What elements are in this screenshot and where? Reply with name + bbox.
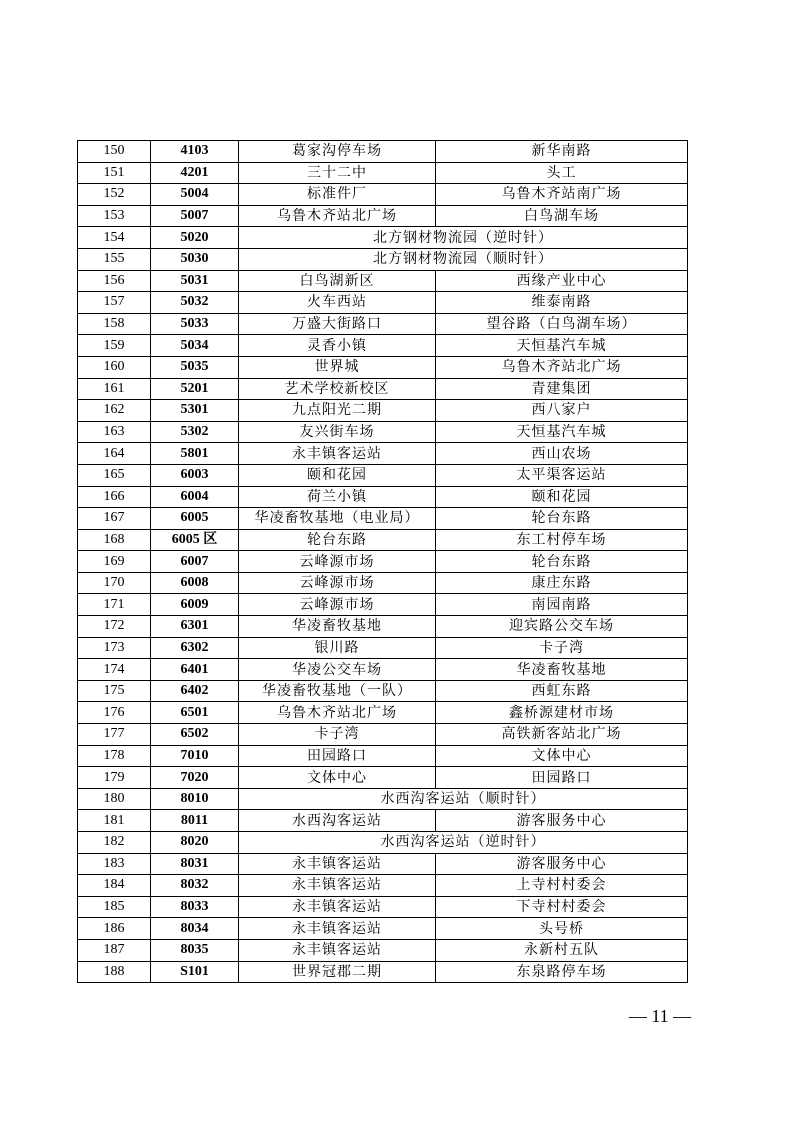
table-row xyxy=(78,918,688,940)
row-seq-number: 185 xyxy=(78,896,151,918)
route-number: 6005 xyxy=(151,508,239,530)
table-row xyxy=(78,961,688,983)
route-number: 5004 xyxy=(151,184,239,206)
route-number: 6502 xyxy=(151,724,239,746)
start-station: 华凌畜牧基地（电业局） xyxy=(239,508,436,530)
page-number: — 11 — xyxy=(628,1006,692,1026)
route-number: 6003 xyxy=(151,464,239,486)
route-number: 6004 xyxy=(151,486,239,508)
table-row xyxy=(78,313,688,335)
bus-route-table xyxy=(77,140,688,983)
start-station: 三十二中 xyxy=(239,162,436,184)
loop-route-station: 水西沟客运站（逆时针） xyxy=(239,832,688,854)
end-station: 西八家户 xyxy=(436,400,688,422)
route-number: 6008 xyxy=(151,572,239,594)
row-seq-number: 164 xyxy=(78,443,151,465)
table-row xyxy=(78,637,688,659)
table-row xyxy=(78,292,688,314)
route-number: 5031 xyxy=(151,270,239,292)
end-station: 乌鲁木齐站南广场 xyxy=(436,184,688,206)
row-seq-number: 172 xyxy=(78,616,151,638)
table-row xyxy=(78,724,688,746)
end-station: 康庄东路 xyxy=(436,572,688,594)
end-station: 轮台东路 xyxy=(436,551,688,573)
route-number: 4103 xyxy=(151,141,239,163)
row-seq-number: 182 xyxy=(78,832,151,854)
route-number: 5302 xyxy=(151,421,239,443)
start-station: 永丰镇客运站 xyxy=(239,443,436,465)
table-row xyxy=(78,205,688,227)
end-station: 乌鲁木齐站北广场 xyxy=(436,356,688,378)
end-station: 永新村五队 xyxy=(436,939,688,961)
end-station: 下寺村村委会 xyxy=(436,896,688,918)
start-station: 云峰源市场 xyxy=(239,572,436,594)
table-row xyxy=(78,184,688,206)
table-row xyxy=(78,443,688,465)
start-station: 水西沟客运站 xyxy=(239,810,436,832)
row-seq-number: 173 xyxy=(78,637,151,659)
route-number: 6302 xyxy=(151,637,239,659)
table-row xyxy=(78,702,688,724)
route-number: 6301 xyxy=(151,616,239,638)
table-row xyxy=(78,810,688,832)
end-station: 头号桥 xyxy=(436,918,688,940)
start-station: 永丰镇客运站 xyxy=(239,853,436,875)
table-row xyxy=(78,421,688,443)
row-seq-number: 177 xyxy=(78,724,151,746)
table-row xyxy=(78,508,688,530)
route-number: 7010 xyxy=(151,745,239,767)
row-seq-number: 161 xyxy=(78,378,151,400)
start-station: 标准件厂 xyxy=(239,184,436,206)
start-station: 华凌畜牧基地 xyxy=(239,616,436,638)
table-row xyxy=(78,378,688,400)
route-number: 5301 xyxy=(151,400,239,422)
route-number: 8011 xyxy=(151,810,239,832)
route-number: 5033 xyxy=(151,313,239,335)
table-row xyxy=(78,745,688,767)
route-number: 6005 区 xyxy=(151,529,239,551)
route-number: 5201 xyxy=(151,378,239,400)
start-station: 万盛大街路口 xyxy=(239,313,436,335)
row-seq-number: 181 xyxy=(78,810,151,832)
route-number: 6401 xyxy=(151,659,239,681)
start-station: 轮台东路 xyxy=(239,529,436,551)
table-row xyxy=(78,875,688,897)
route-number: 8035 xyxy=(151,939,239,961)
row-seq-number: 156 xyxy=(78,270,151,292)
route-number: 8020 xyxy=(151,832,239,854)
loop-route-station: 北方钢材物流园（顺时针） xyxy=(239,248,688,270)
row-seq-number: 153 xyxy=(78,205,151,227)
row-seq-number: 178 xyxy=(78,745,151,767)
row-seq-number: 171 xyxy=(78,594,151,616)
route-number: 5035 xyxy=(151,356,239,378)
end-station: 华凌畜牧基地 xyxy=(436,659,688,681)
end-station: 西山农场 xyxy=(436,443,688,465)
start-station: 文体中心 xyxy=(239,767,436,789)
row-seq-number: 186 xyxy=(78,918,151,940)
route-number: 5020 xyxy=(151,227,239,249)
row-seq-number: 187 xyxy=(78,939,151,961)
table-row xyxy=(78,248,688,270)
route-number: 8034 xyxy=(151,918,239,940)
start-station: 荷兰小镇 xyxy=(239,486,436,508)
start-station: 世界城 xyxy=(239,356,436,378)
route-number: 8033 xyxy=(151,896,239,918)
row-seq-number: 151 xyxy=(78,162,151,184)
start-station: 乌鲁木齐站北广场 xyxy=(239,205,436,227)
route-table-body xyxy=(78,141,688,983)
row-seq-number: 167 xyxy=(78,508,151,530)
start-station: 华凌畜牧基地（一队） xyxy=(239,680,436,702)
start-station: 永丰镇客运站 xyxy=(239,918,436,940)
end-station: 西虹东路 xyxy=(436,680,688,702)
end-station: 望谷路（白鸟湖车场） xyxy=(436,313,688,335)
route-number: 5007 xyxy=(151,205,239,227)
route-number: 8010 xyxy=(151,788,239,810)
route-number: 5801 xyxy=(151,443,239,465)
table-row xyxy=(78,335,688,357)
start-station: 云峰源市场 xyxy=(239,551,436,573)
end-station: 白鸟湖车场 xyxy=(436,205,688,227)
end-station: 颐和花园 xyxy=(436,486,688,508)
table-row xyxy=(78,572,688,594)
route-number: 5034 xyxy=(151,335,239,357)
table-row xyxy=(78,616,688,638)
table-row xyxy=(78,529,688,551)
row-seq-number: 184 xyxy=(78,875,151,897)
route-number: 5032 xyxy=(151,292,239,314)
row-seq-number: 150 xyxy=(78,141,151,163)
row-seq-number: 175 xyxy=(78,680,151,702)
table-row xyxy=(78,853,688,875)
table-row xyxy=(78,788,688,810)
end-station: 青建集团 xyxy=(436,378,688,400)
table-row xyxy=(78,486,688,508)
start-station: 九点阳光二期 xyxy=(239,400,436,422)
end-station: 西缘产业中心 xyxy=(436,270,688,292)
end-station: 头工 xyxy=(436,162,688,184)
start-station: 友兴街车场 xyxy=(239,421,436,443)
start-station: 永丰镇客运站 xyxy=(239,875,436,897)
end-station: 新华南路 xyxy=(436,141,688,163)
start-station: 乌鲁木齐站北广场 xyxy=(239,702,436,724)
row-seq-number: 157 xyxy=(78,292,151,314)
row-seq-number: 162 xyxy=(78,400,151,422)
row-seq-number: 159 xyxy=(78,335,151,357)
table-row xyxy=(78,141,688,163)
end-station: 上寺村村委会 xyxy=(436,875,688,897)
row-seq-number: 154 xyxy=(78,227,151,249)
route-number: S101 xyxy=(151,961,239,983)
start-station: 银川路 xyxy=(239,637,436,659)
row-seq-number: 160 xyxy=(78,356,151,378)
route-number: 8031 xyxy=(151,853,239,875)
table-row xyxy=(78,659,688,681)
route-number: 7020 xyxy=(151,767,239,789)
start-station: 华凌公交车场 xyxy=(239,659,436,681)
route-number: 6007 xyxy=(151,551,239,573)
table-row xyxy=(78,594,688,616)
table-row xyxy=(78,270,688,292)
row-seq-number: 158 xyxy=(78,313,151,335)
table-row xyxy=(78,767,688,789)
row-seq-number: 169 xyxy=(78,551,151,573)
table-row xyxy=(78,896,688,918)
start-station: 葛家沟停车场 xyxy=(239,141,436,163)
table-row xyxy=(78,832,688,854)
loop-route-station: 北方钢材物流园（逆时针） xyxy=(239,227,688,249)
row-seq-number: 176 xyxy=(78,702,151,724)
route-number: 8032 xyxy=(151,875,239,897)
row-seq-number: 152 xyxy=(78,184,151,206)
end-station: 轮台东路 xyxy=(436,508,688,530)
row-seq-number: 188 xyxy=(78,961,151,983)
end-station: 东泉路停车场 xyxy=(436,961,688,983)
start-station: 艺术学校新校区 xyxy=(239,378,436,400)
row-seq-number: 168 xyxy=(78,529,151,551)
table-row xyxy=(78,551,688,573)
start-station: 世界冠郡二期 xyxy=(239,961,436,983)
route-number: 5030 xyxy=(151,248,239,270)
end-station: 田园路口 xyxy=(436,767,688,789)
end-station: 天恒基汽车城 xyxy=(436,421,688,443)
route-number: 4201 xyxy=(151,162,239,184)
end-station: 迎宾路公交车场 xyxy=(436,616,688,638)
row-seq-number: 174 xyxy=(78,659,151,681)
table-row xyxy=(78,464,688,486)
row-seq-number: 165 xyxy=(78,464,151,486)
loop-route-station: 水西沟客运站（顺时针） xyxy=(239,788,688,810)
end-station: 游客服务中心 xyxy=(436,810,688,832)
end-station: 东工村停车场 xyxy=(436,529,688,551)
start-station: 田园路口 xyxy=(239,745,436,767)
route-number: 6009 xyxy=(151,594,239,616)
table-row xyxy=(78,400,688,422)
row-seq-number: 166 xyxy=(78,486,151,508)
start-station: 火车西站 xyxy=(239,292,436,314)
end-station: 鑫桥源建材市场 xyxy=(436,702,688,724)
row-seq-number: 183 xyxy=(78,853,151,875)
row-seq-number: 180 xyxy=(78,788,151,810)
end-station: 维泰南路 xyxy=(436,292,688,314)
end-station: 游客服务中心 xyxy=(436,853,688,875)
start-station: 永丰镇客运站 xyxy=(239,939,436,961)
end-station: 高铁新客站北广场 xyxy=(436,724,688,746)
end-station: 文体中心 xyxy=(436,745,688,767)
start-station: 颐和花园 xyxy=(239,464,436,486)
start-station: 卡子湾 xyxy=(239,724,436,746)
table-row xyxy=(78,680,688,702)
end-station: 南园南路 xyxy=(436,594,688,616)
table-row xyxy=(78,356,688,378)
start-station: 永丰镇客运站 xyxy=(239,896,436,918)
end-station: 太平渠客运站 xyxy=(436,464,688,486)
table-row xyxy=(78,162,688,184)
start-station: 灵香小镇 xyxy=(239,335,436,357)
end-station: 天恒基汽车城 xyxy=(436,335,688,357)
row-seq-number: 179 xyxy=(78,767,151,789)
start-station: 白鸟湖新区 xyxy=(239,270,436,292)
row-seq-number: 155 xyxy=(78,248,151,270)
row-seq-number: 170 xyxy=(78,572,151,594)
route-number: 6402 xyxy=(151,680,239,702)
table-row xyxy=(78,227,688,249)
start-station: 云峰源市场 xyxy=(239,594,436,616)
end-station: 卡子湾 xyxy=(436,637,688,659)
table-row xyxy=(78,939,688,961)
row-seq-number: 163 xyxy=(78,421,151,443)
route-number: 6501 xyxy=(151,702,239,724)
